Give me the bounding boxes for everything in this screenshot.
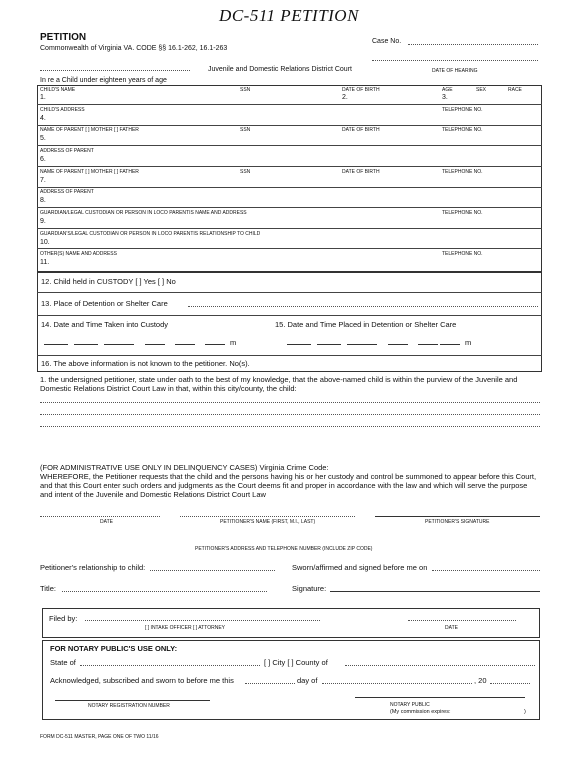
- petitioner-address-caption: PETITIONER'S ADDRESS AND TELEPHONE NUMBER (INCLUDE ZIP CODE): [195, 546, 373, 552]
- ssn-label: SSN: [240, 127, 251, 133]
- m-label: m: [230, 338, 237, 347]
- placed-day-field[interactable]: [317, 344, 341, 345]
- taken-minute-field[interactable]: [175, 344, 195, 345]
- m-label: m: [465, 338, 472, 347]
- field-number: 4.: [40, 115, 46, 122]
- ssn-label: SSN: [240, 87, 251, 93]
- filed-by-box: [42, 608, 540, 638]
- sworn-label: Sworn/affirmed and signed before me on: [292, 563, 428, 572]
- acknowledged-label: Acknowledged, subscribed and sworn to before me this: [50, 676, 234, 685]
- telephone-label: TELEPHONE NO.: [442, 107, 483, 113]
- relationship-field[interactable]: [150, 570, 275, 571]
- guardian-label: GUARDIAN/LEGAL CUSTODIAN OR PERSON IN LOCO PARENTIS NAME AND ADDRESS: [40, 210, 247, 216]
- petitioner-name-caption: PETITIONER'S NAME (FIRST, M.I., LAST): [220, 519, 316, 525]
- allegation-line[interactable]: [40, 414, 540, 415]
- age-label: AGE: [442, 87, 453, 93]
- allegation-line[interactable]: [40, 426, 540, 427]
- state-field[interactable]: [80, 665, 260, 666]
- field-number: 8.: [40, 197, 46, 204]
- telephone-label: TELEPHONE NO.: [442, 251, 483, 257]
- taken-month-field[interactable]: [44, 344, 68, 345]
- filed-date-caption: DATE: [445, 625, 458, 631]
- oath-statement: 1. the undersigned petitioner, state under oath to the best of my knowledge, that the above-named child is within the purview of the Juvenile and Domestic Relations District Court Law in that, within this city/county, the child:: [40, 375, 518, 393]
- notary-registration-field[interactable]: [55, 700, 210, 701]
- year-label: , 20: [474, 676, 487, 685]
- field-number: 11.: [40, 259, 50, 266]
- notary-signature-field[interactable]: [355, 697, 525, 698]
- sex-label: SEX: [476, 87, 487, 93]
- admin-use-label: (FOR ADMINISTRATIVE USE ONLY IN DELINQUENCY CASES) Virginia Crime Code:: [40, 463, 329, 472]
- year-field[interactable]: [490, 683, 530, 684]
- taken-ampm-field[interactable]: [205, 344, 225, 345]
- guardian-relationship-label: GUARDIAN'S/LEGAL CUSTODIAN OR PERSON IN LOCO PARENTIS RELATIONSHIP TO CHILD: [40, 231, 261, 237]
- city-county-field[interactable]: [345, 665, 535, 666]
- court-city-field[interactable]: [40, 70, 190, 71]
- dob-label: DATE OF BIRTH: [342, 87, 380, 93]
- field-number: 2.: [342, 94, 348, 101]
- taken-hour-field[interactable]: [145, 344, 165, 345]
- placed-ampm-field[interactable]: [440, 344, 460, 345]
- petition-heading: PETITION: [40, 32, 87, 43]
- child-address-label: CHILD'S ADDRESS: [40, 107, 85, 113]
- relationship-label: Petitioner's relationship to child:: [40, 563, 146, 572]
- child-name-label: CHILD'S NAME: [40, 87, 76, 93]
- unknown-label: 16. The above information is not known to the petitioner. No(s).: [41, 359, 250, 368]
- field-number: 10.: [40, 239, 50, 246]
- child-info-table: [37, 85, 542, 272]
- field-number: 3.: [442, 94, 448, 101]
- date-caption: DATE: [100, 519, 113, 525]
- taken-year-field[interactable]: [104, 344, 134, 345]
- day-of-label: day of: [297, 676, 318, 685]
- placed-month-field[interactable]: [287, 344, 311, 345]
- case-no-label: Case No.: [372, 38, 402, 45]
- petitioner-signature-caption: PETITIONER'S SIGNATURE: [425, 519, 490, 525]
- dob-label: DATE OF BIRTH: [342, 169, 380, 175]
- others-label: OTHER(S) NAME AND ADDRESS: [40, 251, 117, 257]
- notary-heading: FOR NOTARY PUBLIC'S USE ONLY:: [50, 644, 178, 653]
- case-no-field[interactable]: [408, 44, 538, 45]
- allegation-line[interactable]: [40, 402, 540, 403]
- intake-attorney-options[interactable]: [ ] INTAKE OFFICER [ ] ATTORNEY: [145, 625, 226, 631]
- field-number: 9.: [40, 218, 46, 225]
- detention-label: 13. Place of Detention or Shelter Care: [41, 299, 168, 308]
- commission-expires-label: (My commission expires:: [390, 709, 451, 715]
- taken-day-field[interactable]: [74, 344, 98, 345]
- race-label: RACE: [508, 87, 522, 93]
- field-number: 7.: [40, 177, 46, 184]
- field-number: 6.: [40, 156, 46, 163]
- in-re-label: In re a Child under eighteen years of age: [40, 77, 167, 84]
- field-number: 5.: [40, 135, 46, 142]
- day-field[interactable]: [245, 683, 295, 684]
- taken-label: 14. Date and Time Taken into Custody: [41, 320, 169, 329]
- commonwealth-label: Commonwealth of Virginia VA. CODE §§ 16.1-262, 16.1-263: [40, 45, 228, 52]
- notary-public-caption: NOTARY PUBLIC: [390, 702, 430, 708]
- city-county-options[interactable]: [ ] City [ ] County of: [264, 658, 328, 667]
- signature-label: Signature:: [292, 584, 327, 593]
- date-field[interactable]: [40, 516, 160, 517]
- petitioner-name-field[interactable]: [180, 516, 355, 517]
- form-footer: FORM DC-511 MASTER, PAGE ONE OF TWO 11/16: [40, 734, 159, 740]
- commission-expires-close: ): [524, 709, 526, 715]
- parent-name-label: NAME OF PARENT [ ] MOTHER [ ] FATHER: [40, 127, 139, 133]
- state-label: State of: [50, 658, 76, 667]
- notary-registration-caption: NOTARY REGISTRATION NUMBER: [88, 703, 170, 709]
- telephone-label: TELEPHONE NO.: [442, 210, 483, 216]
- placed-hour-field[interactable]: [388, 344, 408, 345]
- petitioner-signature-field[interactable]: [375, 516, 540, 517]
- ssn-label: SSN: [240, 169, 251, 175]
- filed-by-label: Filed by:: [49, 614, 78, 623]
- placed-label: 15. Date and Time Placed in Detention or Shelter Care: [275, 320, 457, 329]
- title-field[interactable]: [62, 591, 267, 592]
- placed-minute-field[interactable]: [418, 344, 438, 345]
- month-field[interactable]: [322, 683, 472, 684]
- detention-field[interactable]: [188, 306, 538, 307]
- parent-address-label: ADDRESS OF PARENT: [40, 148, 94, 154]
- telephone-label: TELEPHONE NO.: [442, 169, 483, 175]
- field-number: 1.: [40, 94, 46, 101]
- form-title: DC-511 PETITION: [219, 6, 359, 25]
- dob-label: DATE OF BIRTH: [342, 127, 380, 133]
- wherefore-statement: WHEREFORE, the Petitioner requests that the child and the persons having his or her custody and control be summoned to appear before this Court, and that this Court enter such orders and judgments as the Court deems fit and proper in accordance with the law and which will serve the purpose and intent of the Juvenile and Domestic Relations District Court Law: [40, 472, 537, 499]
- telephone-label: TELEPHONE NO.: [442, 127, 483, 133]
- custody-question[interactable]: 12. Child held in CUSTODY [ ] Yes [ ] No: [41, 277, 176, 286]
- date-hearing-label: DATE OF HEARING: [432, 68, 478, 74]
- parent-address-label: ADDRESS OF PARENT: [40, 189, 94, 195]
- signature-field[interactable]: [330, 591, 540, 592]
- court-label: Juvenile and Domestic Relations District Court: [208, 66, 352, 73]
- filed-date-field[interactable]: [408, 620, 516, 621]
- title-label: Title:: [40, 584, 56, 593]
- parent-name-label: NAME OF PARENT [ ] MOTHER [ ] FATHER: [40, 169, 139, 175]
- filed-by-field[interactable]: [85, 620, 320, 621]
- placed-year-field[interactable]: [347, 344, 377, 345]
- sworn-date-field[interactable]: [432, 570, 540, 571]
- case-no-field-2[interactable]: [372, 60, 538, 61]
